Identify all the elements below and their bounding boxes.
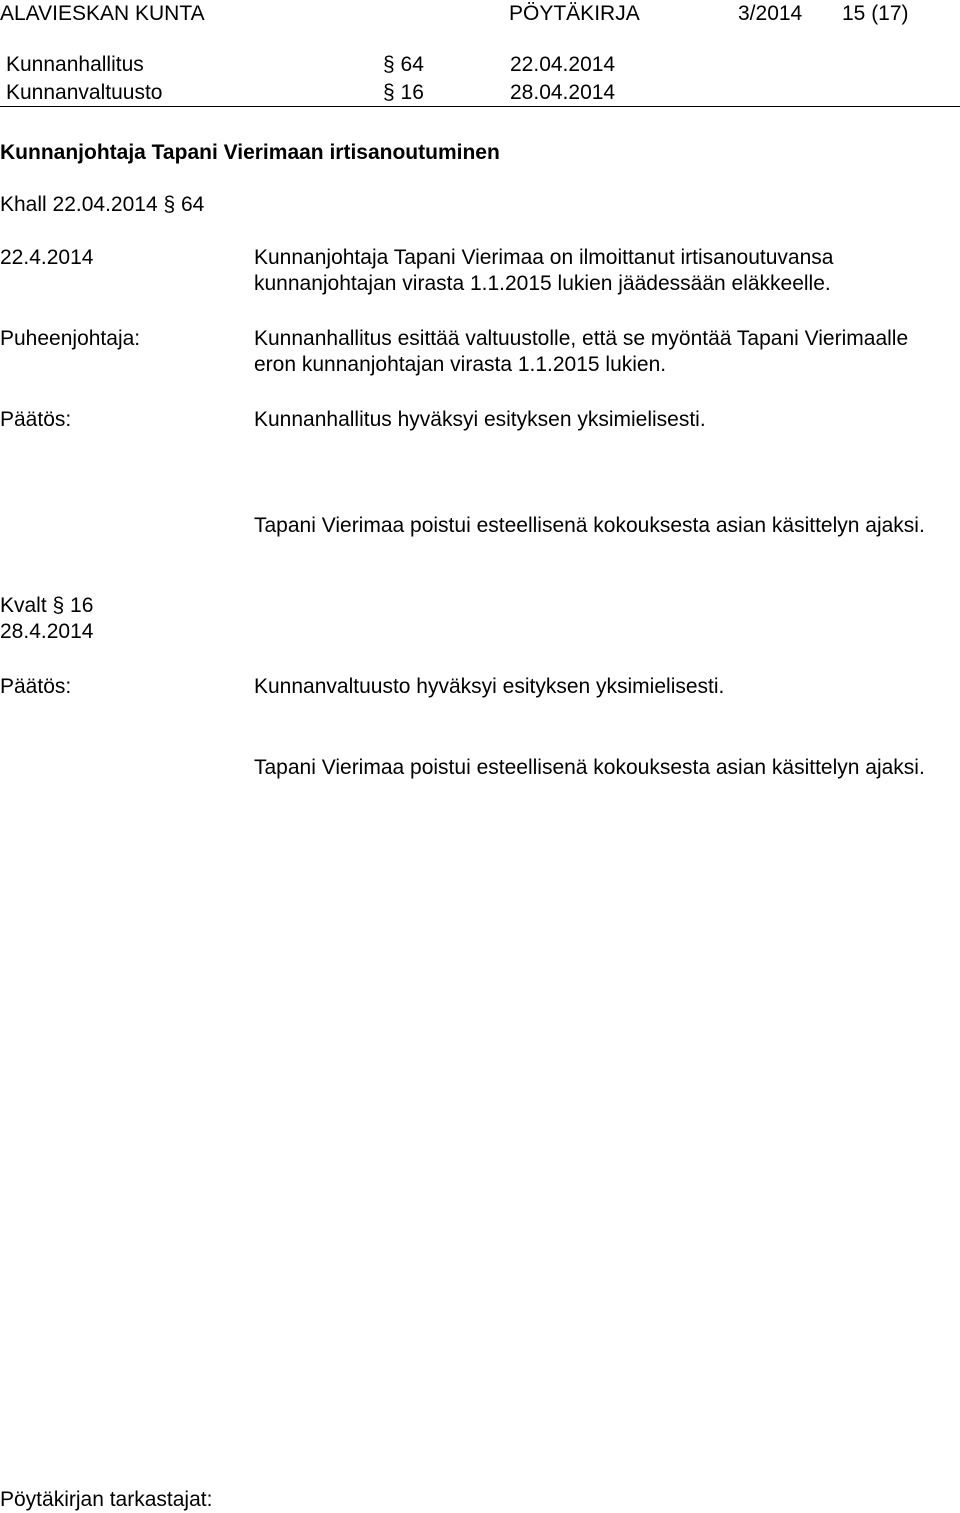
document-type: PÖYTÄKIRJA [509,2,640,25]
municipality-name: ALAVIESKAN KUNTA [0,2,205,25]
item-title: Kunnanjohtaja Tapani Vierimaan irtisanoutuminen [0,141,500,164]
kvalt-label-decision: Päätös: [0,675,72,698]
entry-text-recusal: Tapani Vierimaa poistui esteellisenä kokouksesta asian käsittelyn ajaksi. [254,514,925,537]
reference-date: 22.04.2014 [510,53,616,76]
kvalt-reference: Kvalt § 16 [0,594,94,617]
reference-section: § 16 [383,81,424,104]
document-number: 3/2014 [738,2,803,25]
page-number: 15 (17) [842,2,909,25]
reference-row [0,80,960,108]
kvalt-reference-date: 28.4.2014 [0,620,94,643]
entry-label-chair: Puheenjohtaja: [0,327,141,350]
reference-body: Kunnanhallitus [6,53,144,76]
reference-section: § 64 [383,53,424,76]
entry-label-date: 22.4.2014 [0,246,94,269]
reference-list [0,52,960,108]
entry-label-decision: Päätös: [0,408,72,431]
entry-text-decision: Kunnanhallitus hyväksyi esityksen yksimielisesti. [254,408,706,431]
khall-reference: Khall 22.04.2014 § 64 [0,193,205,216]
document-header [0,0,960,30]
header-divider [0,106,960,107]
kvalt-text-recusal: Tapani Vierimaa poistui esteellisenä kokouksesta asian käsittelyn ajaksi. [254,756,925,779]
minutes-checkers-label: Pöytäkirjan tarkastajat: [0,1488,213,1511]
reference-body: Kunnanvaltuusto [6,81,163,104]
entry-text-notice: Kunnanjohtaja Tapani Vierimaa on ilmoittanut irtisanoutuvansa kunnanjohtajan virasta 1.1.2015 lukien jäädessään eläkkeelle. [254,246,834,295]
entry-text-proposal: Kunnanhallitus esittää valtuustolle, että se myöntää Tapani Vierimaalle eron kunnanjohtajan virasta 1.1.2015 lukien. [254,327,909,376]
kvalt-text-decision: Kunnanvaltuusto hyväksyi esityksen yksimielisesti. [254,675,725,698]
reference-row [0,52,960,80]
reference-date: 28.04.2014 [510,81,616,104]
